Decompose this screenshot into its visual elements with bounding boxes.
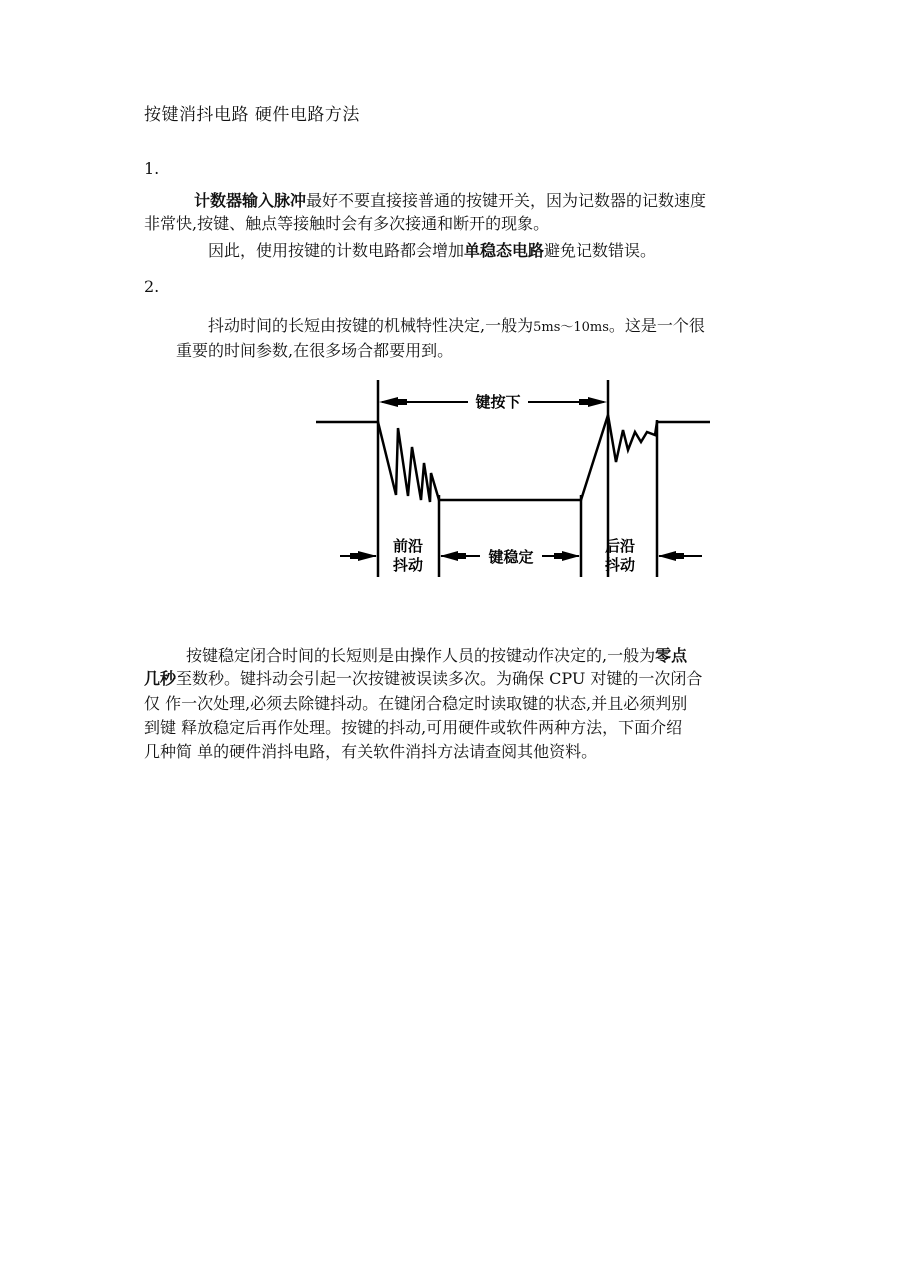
label-key-stable: 键稳定	[488, 548, 534, 566]
section-2-text-a: 抖动时间的长短由按键的机械特性决定,一般为	[208, 316, 534, 335]
section-1-paragraph-2-pre: 因此，使用按键的计数电路都会增加	[208, 241, 465, 260]
section-2-paragraph-line-1	[208, 316, 705, 338]
bold-term-few-seconds: 几秒	[144, 669, 177, 688]
top-arrow-left	[379, 397, 398, 407]
section-1-paragraph-1-line-1	[194, 191, 706, 211]
section-1-paragraph-2	[208, 241, 656, 261]
label-key-down: 键按下	[475, 393, 521, 411]
label-back-bounce-1: 后沿	[604, 537, 636, 555]
bottom-outer-right-arrow	[658, 551, 676, 561]
section-3-line-4: 到键 释放稳定后再作处理。按键的抖动,可用硬件或软件两种方法，下面介绍	[144, 718, 683, 737]
waveform-trace	[316, 415, 710, 502]
label-front-bounce-1: 前沿	[392, 537, 424, 555]
top-arrow-right	[588, 397, 607, 407]
section-3-line-1-text: 按键稳定闭合时间的长短则是由操作人员的按键动作决定的,一般为	[186, 646, 656, 665]
bottom-outer-left-marker	[350, 553, 358, 559]
section-3-line-3: 仅 作一次处理,必须去除键抖动。在键闭合稳定时读取键的状态,并且必须判别	[144, 694, 688, 713]
label-back-bounce-2: 抖动	[604, 556, 636, 574]
bounce-duration-value: 5ms～10ms	[533, 320, 609, 335]
bottom-stable-left-arrow	[440, 551, 458, 561]
section-1-paragraph-2-post: 避免记数错误。	[544, 241, 657, 260]
bottom-stable-right-arrow	[562, 551, 580, 561]
bold-term-zero-point: 零点	[655, 646, 688, 665]
section-3-line-1	[186, 646, 687, 666]
section-1-paragraph-1-text: 最好不要直接接普通的按键开关，因为记数器的记数速度	[306, 191, 707, 210]
section-2-number: 2.	[144, 277, 160, 296]
bottom-outer-left-arrow	[358, 551, 377, 561]
bottom-stable-left-marker	[458, 553, 466, 559]
section-3-line-2	[144, 669, 702, 689]
section-3-line-5: 几种简 单的硬件消抖电路，有关软件消抖方法请查阅其他资料。	[144, 742, 598, 761]
label-front-bounce-2: 抖动	[392, 556, 424, 574]
page-title: 按键消抖电路 硬件电路方法	[144, 105, 360, 125]
top-marker-left	[398, 399, 407, 405]
top-marker-right	[579, 399, 588, 405]
bottom-outer-right-marker	[676, 553, 684, 559]
section-1-number: 1.	[144, 159, 160, 178]
section-1-paragraph-1-line-2: 非常快,按键、触点等接触时会有多次接通和断开的现象。	[144, 214, 550, 233]
bold-term-counter-input-pulse: 计数器输入脉冲	[194, 191, 307, 210]
bold-term-monostable-circuit: 单稳态电路	[464, 241, 545, 260]
section-2-paragraph-line-2: 重要的时间参数,在很多场合都要用到。	[176, 341, 454, 360]
key-bounce-waveform-diagram	[310, 375, 720, 585]
bottom-stable-right-marker	[554, 553, 562, 559]
section-2-text-b: 。这是一个很	[608, 316, 705, 335]
section-3-line-2-text: 至数秒。键抖动会引起一次按键被误读多次。为确保 CPU 对键的一次闭合	[176, 669, 703, 688]
